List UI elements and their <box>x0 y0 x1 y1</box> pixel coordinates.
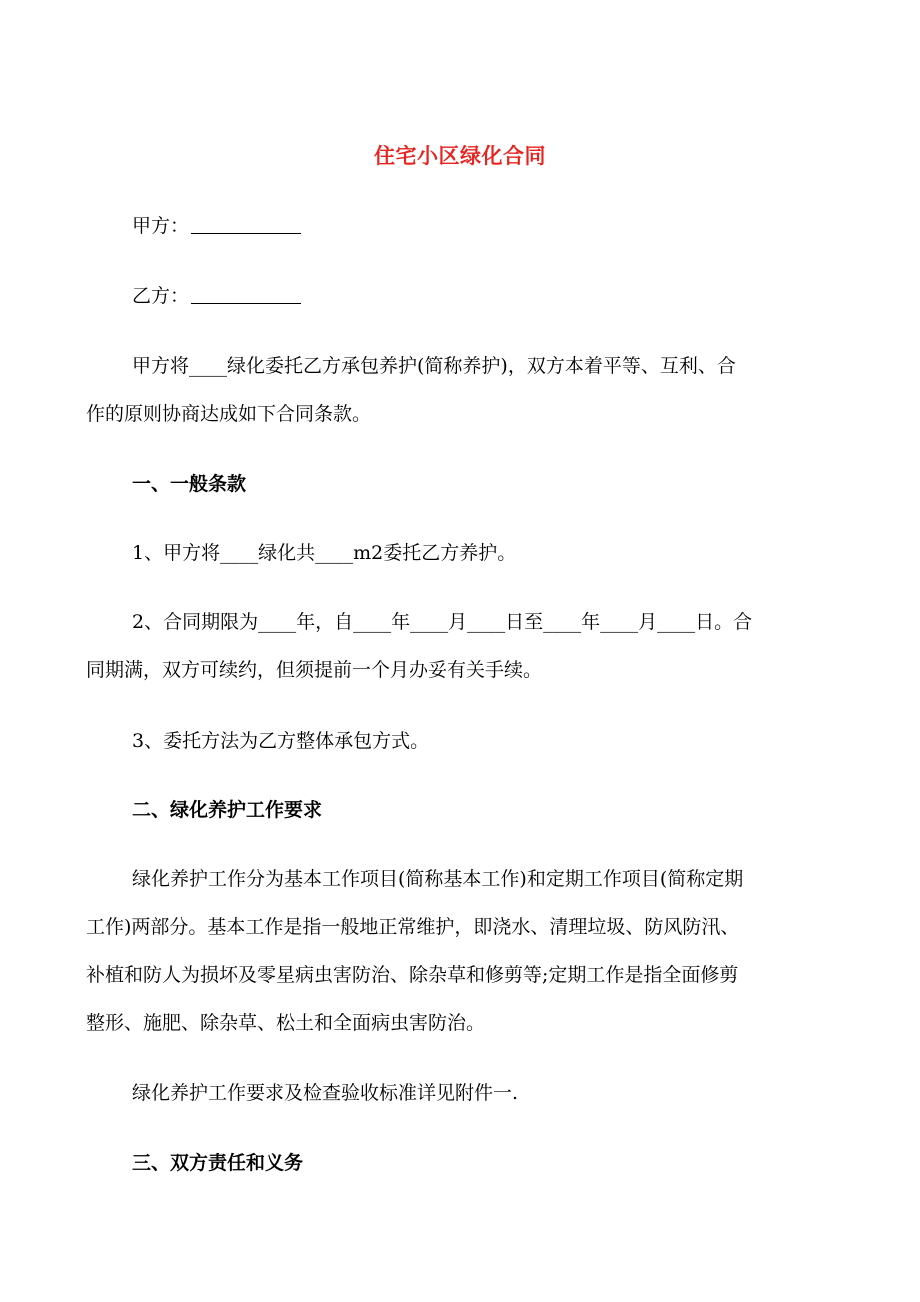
intro-line-1: 甲方将____绿化委托乙方承包养护(简称养护)，双方本着平等、互利、合 <box>132 355 736 377</box>
s2-paragraph-2: 绿化养护工作要求及检查验收标准详见附件一. <box>132 1082 519 1104</box>
item-3: 3、委托方法为乙方整体承包方式。 <box>132 730 430 752</box>
party-a-label: 甲方： <box>132 215 190 237</box>
s2-paragraph-1-line-1: 绿化养护工作分为基本工作项目(简称基本工作)和定期工作项目(简称定期 <box>132 868 744 890</box>
s2-paragraph-1-line-2: 工作)两部分。基本工作是指一般地正常维护，即浇水、清理垃圾、防风防汛、 <box>86 916 740 938</box>
party-a-blank <box>191 215 301 234</box>
section-1-heading: 一、一般条款 <box>132 473 247 495</box>
s2-paragraph-1-line-4: 整形、施肥、除杂草、松土和全面病虫害防治。 <box>86 1012 486 1034</box>
item-2-line-1: 2、合同期限为____年，自____年____月____日至____年____月____日。合 <box>132 611 753 633</box>
s2-paragraph-1-line-3: 补植和防人为损坏及零星病虫害防治、除杂草和修剪等;定期工作是指全面修剪 <box>86 964 739 986</box>
section-3-heading: 三、双方责任和义务 <box>132 1152 304 1174</box>
party-a-line <box>132 214 301 238</box>
section-2-heading: 二、绿化养护工作要求 <box>132 799 323 821</box>
party-b-label: 乙方： <box>132 285 190 307</box>
intro-line-2: 作的原则协商达成如下合同条款。 <box>86 403 372 425</box>
party-b-blank <box>191 285 301 304</box>
party-b-line <box>132 284 301 308</box>
item-1: 1、甲方将____绿化共____m2委托乙方养护。 <box>132 542 517 564</box>
item-2-line-2: 同期满，双方可续约，但须提前一个月办妥有关手续。 <box>86 659 543 681</box>
document-title: 住宅小区绿化合同 <box>374 143 546 168</box>
